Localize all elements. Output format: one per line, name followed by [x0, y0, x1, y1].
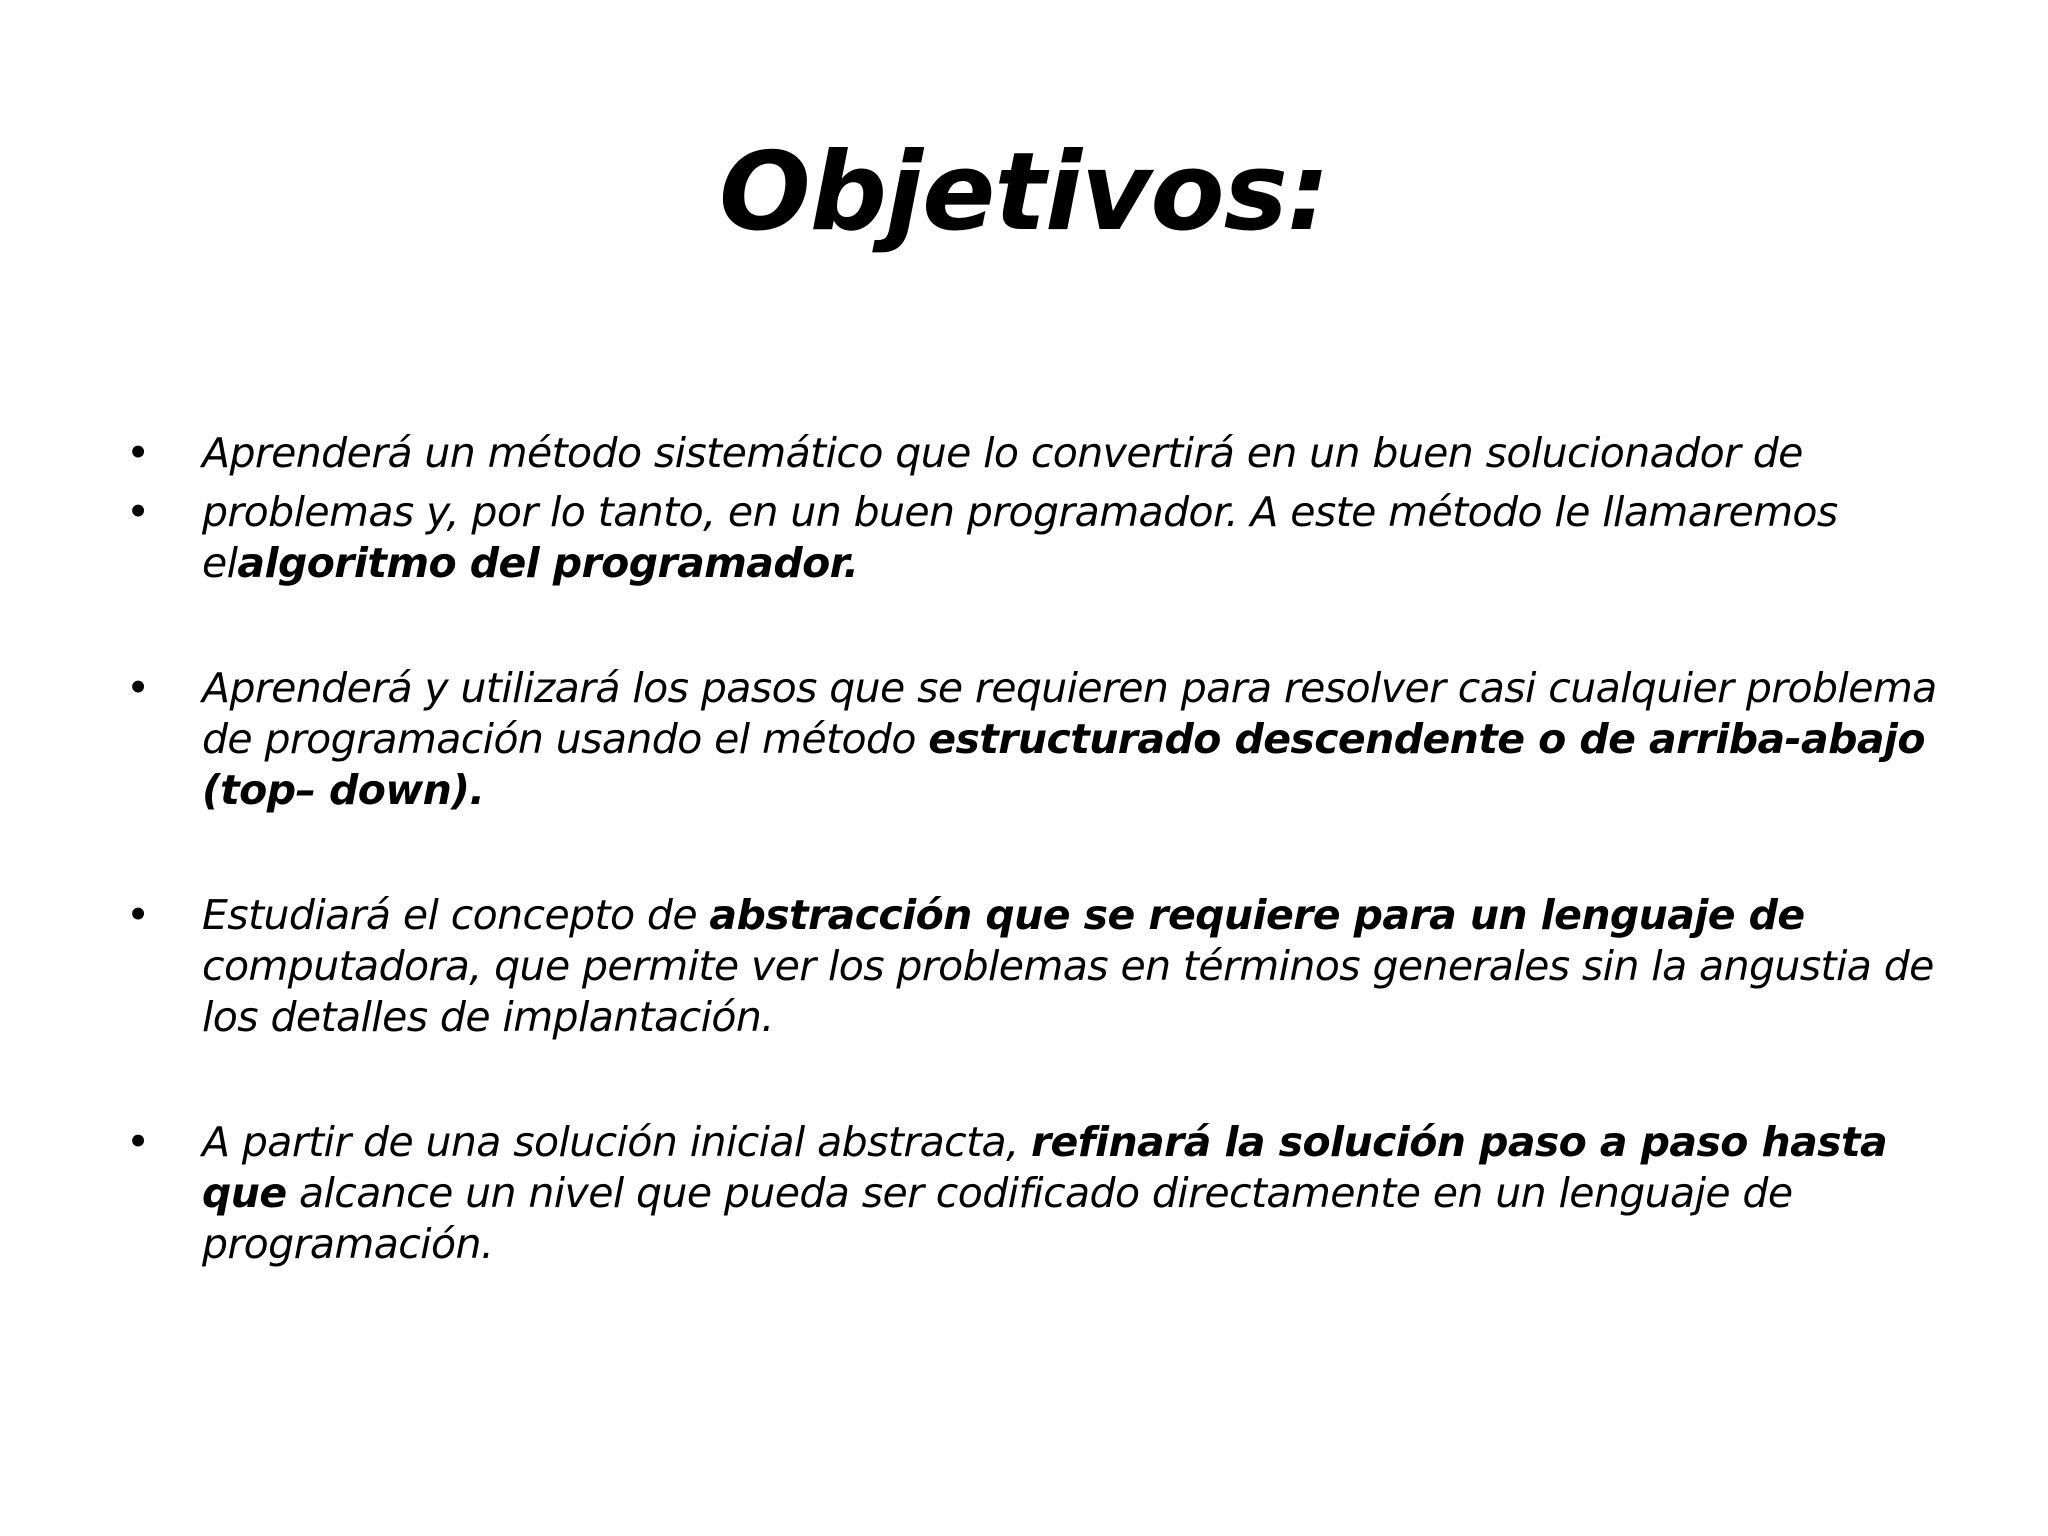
objective-item-5 [120, 1117, 1960, 1270]
objective-item-3 [120, 663, 1960, 816]
objective-text: A partir de una solución inicial abstracta, [202, 1118, 1031, 1166]
objective-emphasis: abstracción que se requiere para un lenguaje de [709, 891, 1805, 939]
objective-text: Aprenderá y utilizará los pasos que se requieren para resolver casi cualquier problema de programación usando el método [202, 664, 1937, 763]
bullet-icon: • [126, 429, 150, 477]
objectives-list [120, 428, 1960, 1270]
objective-text: Aprenderá un método sistemático que lo convertirá en un buen solucionador de [202, 429, 1803, 477]
bullet-icon: • [126, 891, 150, 939]
objective-text: problemas y, por lo tanto, en un buen programador. A este método le llamaremos el [202, 488, 1838, 587]
objective-item-4 [120, 890, 1960, 1043]
objective-emphasis: estructurado descendente o de arriba-abajo (top– down). [202, 715, 1925, 814]
objective-item-1 [120, 428, 1960, 479]
objective-emphasis: refinará la solución paso a paso hasta que [202, 1118, 1888, 1217]
objective-text: alcance un nivel que pueda ser codificado directamente en un lenguaje de programación. [202, 1169, 1793, 1268]
objective-text: Estudiará el concepto de [202, 891, 710, 939]
slide-title: Objetivos: [718, 130, 1330, 255]
objective-text: computadora, que permite ver los problemas en términos generales sin la angustia de los detalles de implantación. [202, 942, 1934, 1041]
objective-emphasis: algoritmo del programador. [237, 539, 859, 587]
bullet-icon: • [126, 664, 150, 712]
objective-item-2 [120, 487, 1960, 589]
bullet-icon: • [126, 1118, 150, 1166]
bullet-icon: • [126, 488, 150, 536]
